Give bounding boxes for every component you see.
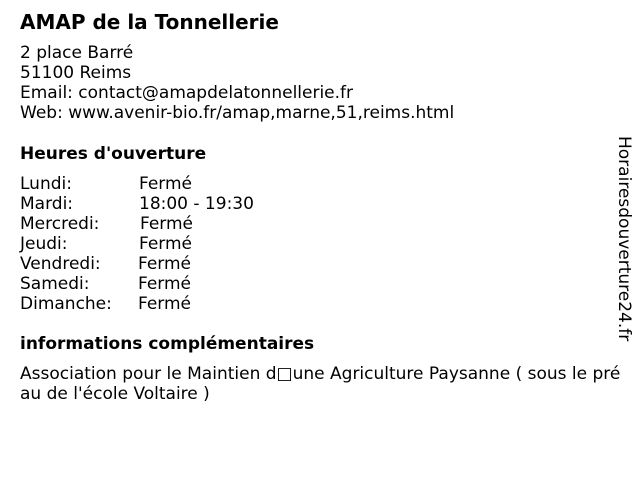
hours-time: Fermé [139,234,193,254]
info-heading: informations complémentaires [20,334,315,354]
hours-day: Dimanche: [20,294,112,314]
hours-time: Fermé [138,274,192,294]
hours-row-friday [20,254,320,274]
hours-heading: Heures d'ouverture [20,144,207,164]
site-watermark: Horairesdouverture24.fr [614,136,634,342]
hours-day: Lundi: [20,174,72,194]
hours-day: Mercredi: [20,214,100,234]
hours-row-monday [20,174,320,194]
hours-row-thursday [20,234,320,254]
hours-time: Fermé [139,174,193,194]
page-title: AMAP de la Tonnellerie [20,10,279,34]
hours-day: Samedi: [20,274,90,294]
hours-day: Vendredi: [20,254,101,274]
hours-time: Fermé [138,254,192,274]
hours-row-tuesday [20,194,320,214]
hours-time: 18:00 - 19:30 [139,194,254,214]
hours-time: Fermé [140,214,194,234]
address-web: Web: www.avenir-bio.fr/amap,marne,51,reims.html [20,103,455,123]
hours-day: Jeudi: [20,234,68,254]
address-block [20,43,454,123]
hours-row-sunday [20,294,320,314]
opening-hours-list [20,174,320,314]
hours-time: Fermé [138,294,192,314]
hours-row-saturday [20,274,320,294]
hours-day: Mardi: [20,194,74,214]
address-street: 2 place Barré [20,43,134,63]
address-city: 51100 Reims [20,63,132,83]
address-email: Email: contact@amapdelatonnellerie.fr [20,83,354,103]
description-text: Association pour le Maintien d□une Agriculture Paysanne ( sous le préau de l'école Voltaire ) [20,364,621,404]
hours-row-wednesday [20,214,320,234]
